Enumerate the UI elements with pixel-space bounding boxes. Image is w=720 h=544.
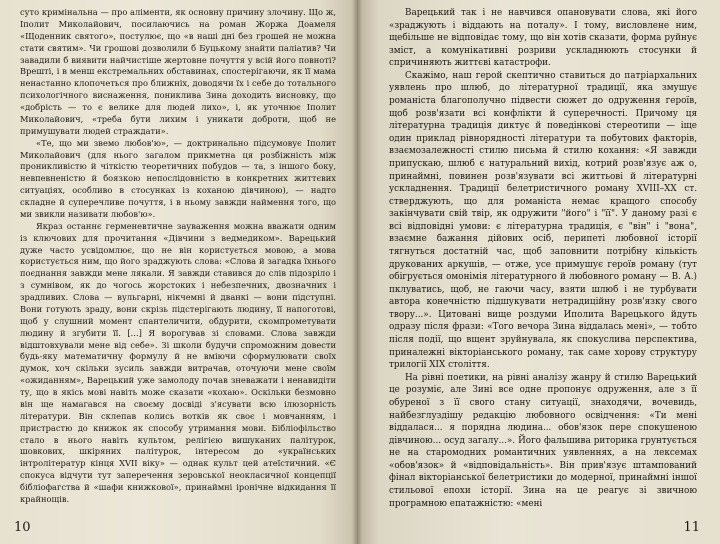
left-page bbox=[0, 0, 356, 544]
left-paragraph-2: «Те, що ми звемо любов'ю», — доктринально підсумовує Іполит Миколайович (для нього загалом прикметна ця розбіжність між проникливістю й чіткістю теоретичних побудов — та, з іншого боку, невпевненістю й боязкою непослідовністю в конкретних життєвих ситуаціях, особливо в стосунках із коханою дівчиною), — надто складне й суперечливе почуття, і в ньому завжди наймення того, що ми звикли називати любов'ю». bbox=[20, 137, 336, 219]
right-paragraph-1: Варецький так і не навчився опановувати слова, які його «зраджують і віддають на поталу». І тому, висловлене ним, щебільше не відповідає тому, що він хотів сказати, форма руйнує зміст, а комунікативні розриви ускладнюють стосунки й спричиняють життєві катастрофи. bbox=[389, 8, 697, 69]
right-page-number: 11 bbox=[683, 520, 700, 535]
right-paragraph-2: Скажімо, наш герой скептично ставиться до патріархальних уявлень про шлюб, до літературної традиції, яка змушує романіста благополучно підвести сюжет до одруження героїв, щоб розв'язати всі конфлікти й суперечності. Причому ця літературна традиція диктує й поведінкові стереотипи — іще один приклад рівнорядності літератури та побутових факторів, взаємозалежності стилю письма й стилю кохання: «Я завжди припускаю, шлюб є натуральний вихід, котрий розв'язує аж о, принаймні, повинен розв'язувати всі життьові й літературні ускладнення. Традиції белетристичного роману XVIII–XX ст. стверджують, що для романіста немає кращого способу закінчувати свій твір, як одружити "його" і "її". У даному разі є всі відповідні умови: є літературна традиція, є "він" і "вона", взаємне бажання дійових осіб, перипеті любовної історії тягнуться достатній час, щоб заповнити потрібну кількість друкованих аркушів, — отже, усе примушує героїв роману (тут обігрується омонімія літературного й любовного роману — В. А.) пклуватись, щоб, не гаючи часу, взяти шлюб і не турбувати автора конечністю підшукувати нетрадиційну розв'язку свого твору...». Цитовані вище роздуми Иполита Варецького йдуть одразу після фрази: «Того вечора Зина віддалась мені», — тобто після події, що вщент зруйнувала, як спокуслива перспектива, приналежні вікторіанського роману, так саме хорову структуру трилогії XIX століття. bbox=[389, 70, 697, 371]
book-gutter bbox=[352, 0, 362, 544]
right-page-text bbox=[389, 7, 697, 510]
left-page-text bbox=[20, 7, 336, 506]
left-page-number: 10 bbox=[14, 520, 31, 535]
right-paragraph-3: На рівні поетики, на рівні аналізу жанру й стилю Варецький це розуміє, але Зині все одне пропонує одруження, але з її обуреної з її свого стану ситуації, знаходячи, вочевидь, найбезглуздішу редакцію любовного освідчення: «Ти мені віддалася... я порядна людина... обов'язок пере спокушеною дівчиною... осуд загалу...». Його фальшива риторика грунтується не на старомодних романтичних уявленнях, а на лексемах «обов'язок» й «відповідальність». Він прив'язує штампований фінал вікторіанської белетристики до модерної, принаймні іншої стильової епохи історії. Зина на це реагує зі звичною програмною епатажністю: «мені bbox=[389, 372, 697, 509]
left-paragraph-3: Якраз останнє герменевтичне зауваження можна вважати одним із ключових для прочитання «Дівчини з ведмедиком». Варецький дуже часто усвідомлює, що не він користується мовою, а мова користується ним, що його зраджують слова: «Слова й загадка їхнього поєднання завжди мене лякали. Я завжди ставився до слів підозріло і з сумнівом, як до чогось жорстоких і небезпечних, двозначних і зрадливих. Слова — вульгарні, нікчемні й дванкі — вони підступні. Вони готують зраду, вони скрізь підстерігають людину, її напоготові, щоб у слушний момент спантеличити, обдурити, скомпрометувати людину й згубити її. [...] Я ворогував зі словами. Слова завжди відштовхували мене від себе». Зі школи будучи спроможним довести будь-яку математичну формулу й не вміючи сформулювати своїх думок, хоч скільки зусиль завжди витрачав, оточуючи мене своїм «ожиданням», Варецький уже замолоду почав зневажати і ненавидіти ту, що в якісь мові навіть може сказати «кохаю». Оскільки безмовно він ще намагався на своєму досвіді з'ясувати всю ілюзорність літератури. Він склепав колись вотків як своє і мовчанням, і пристрастю до книжок як способу утримання мови. Бібліофільство стало в нього навіть культом, релігією вишуканих палітурок, шовкових, шкіряних палітурок, інтересом до «українських інтролітератур кінця XVII віку» — однак культ цей атеїстичний. «Є спокуса відчути тут заперечення зеровської неокласичної концепції бібліофагства й «шафи книжкової», принаймні іронічне відкидання її крайнощів. bbox=[20, 220, 336, 504]
left-paragraph-1: суто кримінальна — про аліменти, як основну причину злочину. Що ж, Іполит Миколайович, посилаючись на роман Жоржа Доамеля «Щоденник святого», постулює, що «в наші дні без грошей не можна стати святим». Чи грошові дозволили б Буцькому знайти паліатив? Чи завадили б виявити найчистіше жертовне почуття у всій його повноті? Врешті, і в менш екстремальних обставинах, спостерігаючи, як її мама ненастанно клопочеться про ближніх, доводячи їх і себе до тотального психологічного виснаження, пониклива Зина доходить висновку, що «добрість — то є велике для людей лихо», і, як уточнює Іполит Миколайович, «треба бути лихим і уникати доброти, щоб не примушувати людей страждати». bbox=[20, 7, 336, 136]
right-page bbox=[357, 0, 720, 544]
